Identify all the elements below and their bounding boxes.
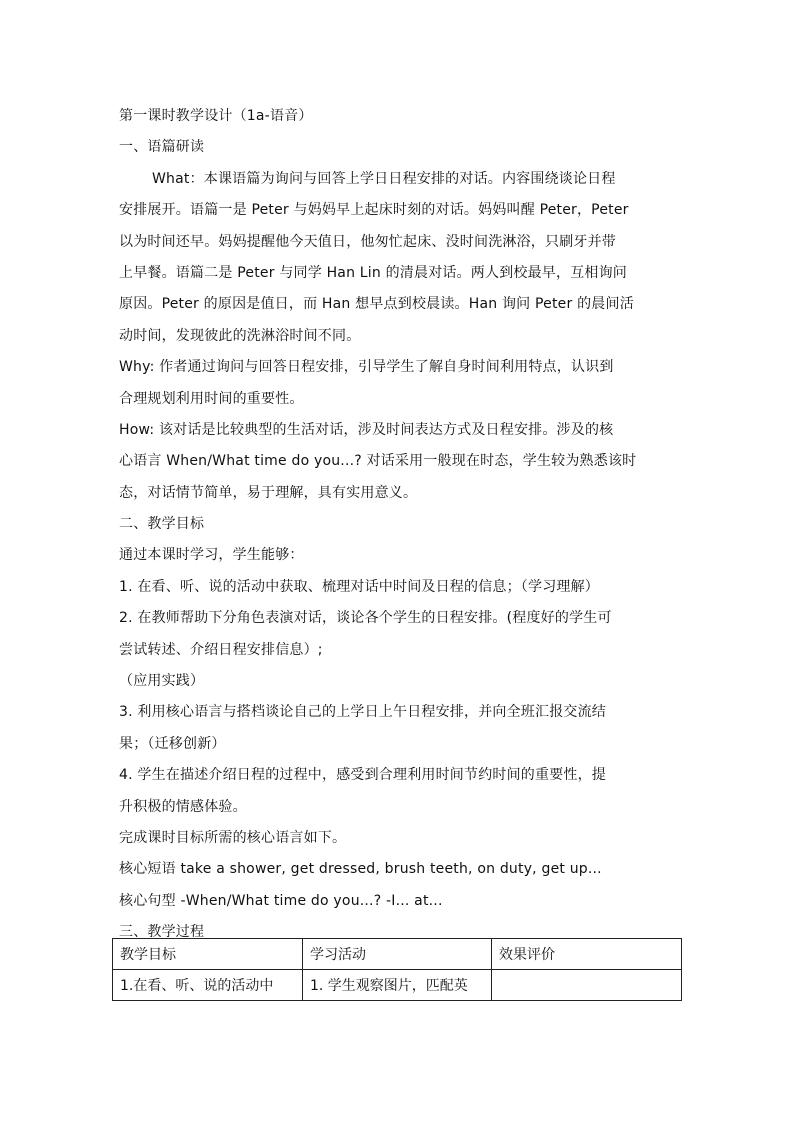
paragraph-line: 以为时间还早。妈妈提醒他今天值日，他匆忙起床、没时间洗淋浴，只刷牙并带 — [119, 233, 616, 250]
paragraph-line: 上早餐。语篇二是 Peter 与同学 Han Lin 的清晨对话。两人到校最早，互相询问 — [119, 264, 628, 281]
section-heading-teaching-process: 三、教学过程 — [119, 924, 205, 941]
paragraph-line: What：本课语篇为询问与回答上学日日程安排的对话。内容围绕谈论日程 — [152, 170, 616, 187]
table-cell: 1. 学生观察图片，匹配英 — [303, 970, 492, 1001]
table-header-cell: 教学目标 — [113, 939, 303, 970]
core-language-intro: 完成课时目标所需的核心语言如下。 — [119, 829, 347, 846]
paragraph-line: 安排展开。语篇一是 Peter 与妈妈早上起床时刻的对话。妈妈叫醒 Peter，Peter — [119, 202, 629, 219]
table-cell: 1.在看、听、说的活动中 — [113, 970, 303, 1001]
paragraph-line: 心语言 When/What time do you...? 对话采用一般现在时态，学生较为熟悉该时 — [119, 453, 637, 470]
paragraph-line: 态，对话情节简单，易于理解，具有实用意义。 — [119, 484, 418, 501]
goals-intro: 通过本课时学习，学生能够： — [119, 547, 304, 564]
section-heading-text-analysis: 一、语篇研读 — [119, 139, 205, 156]
paragraph-line: 动时间，发现彼此的洗淋浴时间不同。 — [119, 327, 361, 344]
table-row — [113, 970, 682, 1001]
teaching-process-table — [112, 938, 682, 1001]
core-sentences: 核心句型 -When/What time do you...? -I... at... — [119, 892, 443, 909]
goal-line: 1. 在看、听、说的活动中获取、梳理对话中时间及日程的信息；（学习理解） — [119, 578, 600, 595]
core-phrases: 核心短语 take a shower, get dressed, brush teeth, on duty, get up... — [119, 861, 602, 878]
goal-line: （应用实践） — [119, 673, 205, 690]
section-heading-teaching-goals: 二、教学目标 — [119, 516, 205, 533]
table-header-cell: 学习活动 — [303, 939, 492, 970]
paragraph-line: How: 该对话是比较典型的生活对话，涉及时间表达方式及日程安排。涉及的核 — [119, 421, 614, 438]
table-header-cell: 效果评价 — [492, 939, 682, 970]
goal-line: 尝试转述、介绍日程安排信息）; — [119, 641, 323, 658]
goal-line: 升积极的情感体验。 — [119, 798, 247, 815]
document-body — [119, 101, 675, 949]
paragraph-line: 合理规划利用时间的重要性。 — [119, 390, 304, 407]
table-cell — [492, 970, 682, 1001]
paragraph-line: 原因。Peter 的原因是值日，而 Han 想早点到校晨读。Han 询问 Peter 的晨间活 — [119, 296, 634, 313]
goal-line: 2. 在教师帮助下分角色表演对话，谈论各个学生的日程安排。(程度好的学生可 — [119, 610, 612, 627]
paragraph-line: Why: 作者通过询问与回答日程安排，引导学生了解自身时间利用特点，认识到 — [119, 359, 614, 376]
table-header-row — [113, 939, 682, 970]
goal-line: 4. 学生在描述介绍日程的过程中，感受到合理利用时间节约时间的重要性，提 — [119, 767, 607, 784]
document-title: 第一课时教学设计（1a-语音） — [119, 108, 313, 124]
goal-line: 3. 利用核心语言与搭档谈论自己的上学日上午日程安排，并向全班汇报交流结 — [119, 704, 607, 721]
goal-line: 果；（迁移创新） — [119, 735, 226, 752]
